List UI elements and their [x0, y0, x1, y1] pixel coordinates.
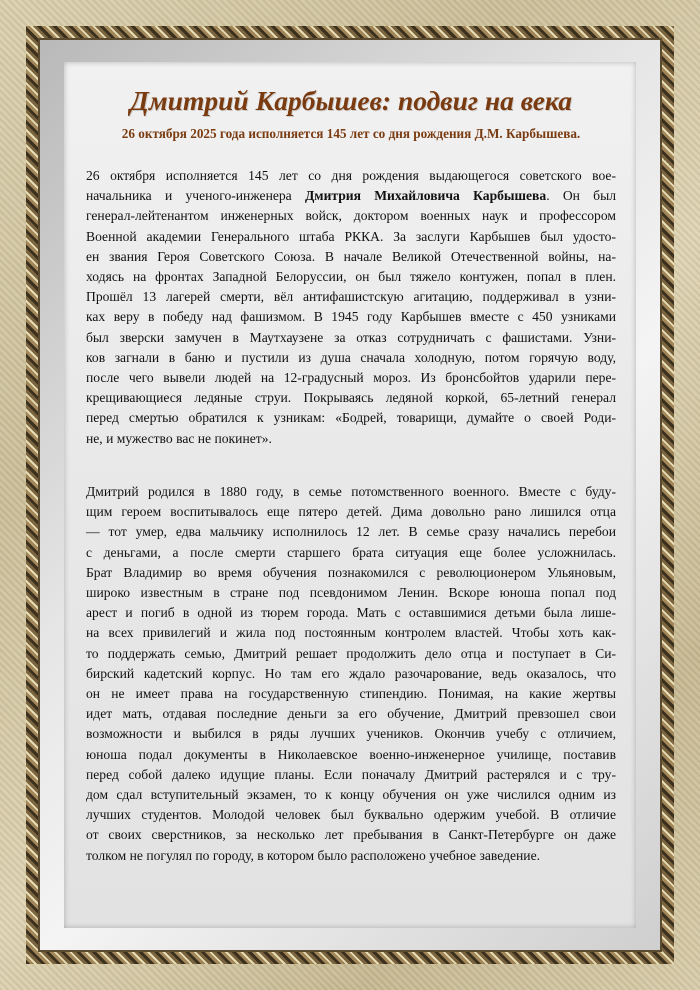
paragraph-line: арест и погиб в одной из тюрем города. Мать с оставшимися детьми была лише-	[86, 605, 616, 621]
page-title: Дмитрий Карбышев: подвиг на века	[130, 85, 572, 116]
paragraph-line: начальника и ученого-инженера Дмитрия Михайловича Карбышева. Он был	[86, 188, 616, 204]
paragraph-line: бирский кадетский корпус. Но там его ждало разочарование, ведь оказалось, что	[86, 665, 616, 681]
paragraph-line: Дмитрий родился в 1880 году, в семье потомственного военного. Вместе с буду-	[86, 484, 616, 499]
paragraph-line: на всех привилегий и жила под постоянным контролем властей. Чтобы хоть как-	[86, 625, 616, 641]
paragraph-line: Брат Владимир во время обучения познакомился с революционером Ульяновым,	[86, 564, 616, 580]
paragraph-early-life	[86, 482, 616, 866]
paragraph-line: с деньгами, а после смерти старшего брата ситуация еще более усложнилась.	[86, 544, 616, 560]
paragraph-line: щим героем воспитывалось еще пятеро детей. Дима довольно рано лишился отца	[86, 504, 616, 520]
paragraph-line: не, и мужество вас не покинет».	[86, 430, 272, 446]
paragraph-line: дом сдал вступительный экзамен, то к концу обучения он уже числился одним из	[86, 787, 616, 803]
paragraph-line: возможности и выбился в ряды лучших учеников. Окончив учебу с отличием,	[86, 726, 616, 742]
paragraph-line: после чего вывели людей на 12-градусный мороз. Из бронсбойтов ударили пере-	[86, 370, 616, 386]
paragraph-line: крещивающиеся ледяные струи. Покрываясь ледяной коркой, 65-летний генерал	[86, 390, 616, 406]
paragraph-line: ков загнали в баню и пустили из душа сначала холодную, потом горячую воду,	[86, 349, 616, 365]
anniversary-subtitle: 26 октября 2025 года исполняется 145 лет со дня рождения Д.М. Карбышева.	[121, 126, 581, 141]
paragraph-line: перед смертью обратился к узникам: «Бодрей, товарищи, думайте о своей Роди-	[86, 410, 616, 426]
paragraph-line: перед собой далеко идущие планы. Если поначалу Дмитрий растерялся и с тру-	[86, 766, 616, 782]
paragraph-line: от своих сверстников, за несколько лет пребывания в Санкт-Петербурге он даже	[86, 827, 616, 843]
paragraph-line: ках веру в победу над фашизмом. В 1945 году Карбышев вместе с 450 узниками	[86, 309, 616, 325]
paragraph-biography-summary	[86, 166, 616, 449]
paragraph-line: ходясь на фронтах Западной Белоруссии, он был тяжело контужен, попал в плен.	[86, 269, 616, 285]
paragraph-line: генерал-лейтенантом инженерных войск, доктором военных наук и профессором	[86, 208, 616, 224]
document-content	[86, 84, 616, 863]
paragraph-line: он не имеет права на государственную стипендию. Понимая, на какие жертвы	[86, 686, 616, 702]
paragraph-line: широко известным в стране под псевдонимом Ленин. Вскоре юноша попал под	[86, 585, 616, 601]
paragraph-line: был зверски замучен в Маутхаузене за отказ сотрудничать с фашистами. Узни-	[86, 329, 616, 345]
paragraph-line: идет мать, отдавая последние деньги за его обучение, Дмитрий превзошел свои	[86, 706, 616, 722]
paragraph-line: — тот умер, едва мальчику исполнилось 12 лет. В семье сразу начались перебои	[86, 524, 616, 540]
paragraph-line: толком не погулял по городу, в котором было расположено учебное заведение.	[86, 847, 541, 863]
paragraph-line: лучших студентов. Молодой человек был буквально одержим учебой. В отличие	[86, 807, 616, 823]
hero-full-name: Дмитрия Михайловича Карбышева	[304, 188, 547, 204]
paragraph-line: ен звания Героя Советского Союза. В начале Великой Отечественной войны, на-	[86, 248, 616, 264]
paragraph-line: Прошёл 13 лагерей смерти, вёл антифашистскую агитацию, поддерживал в узни-	[86, 289, 616, 305]
paragraph-line: юноша подал документы в Николаевское военно-инженерное училище, поставив	[86, 746, 616, 762]
paragraph-line: 26 октября исполняется 145 лет со дня рождения выдающегося советского вое-	[86, 168, 616, 183]
paragraph-line: Военной академии Генерального штаба РККА. За заслуги Карбышев был удосто-	[86, 228, 616, 244]
paragraph-line: то поддержать семью, Дмитрий решает продолжить дело отца и поступает в Си-	[86, 645, 616, 661]
